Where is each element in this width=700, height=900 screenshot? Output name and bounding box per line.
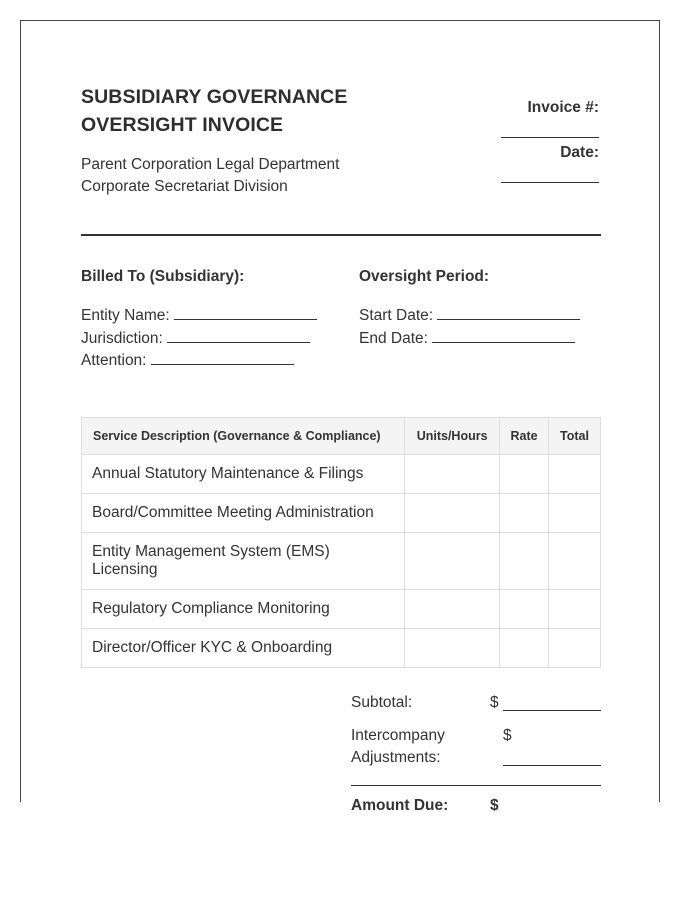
service-description: Entity Management System (EMS) Licensing — [82, 533, 405, 590]
table-row — [82, 590, 601, 629]
units-cell[interactable] — [405, 533, 500, 590]
jurisdiction-field[interactable] — [167, 328, 310, 343]
column-header-total: Total — [549, 418, 601, 455]
attention-label: Attention: — [81, 352, 147, 369]
total-cell[interactable] — [549, 494, 601, 533]
table-row — [82, 494, 601, 533]
service-description: Annual Statutory Maintenance & Filings — [82, 455, 405, 494]
units-cell[interactable] — [405, 590, 500, 629]
services-table — [81, 417, 601, 668]
rate-cell[interactable] — [500, 455, 549, 494]
end-date-field[interactable] — [432, 328, 575, 343]
invoice-page — [20, 20, 660, 814]
issuer-division: Corporate Secretariat Division — [81, 178, 288, 195]
invoice-number-label: Invoice #: — [527, 99, 599, 116]
rate-cell[interactable] — [500, 533, 549, 590]
date-field[interactable] — [501, 182, 599, 183]
total-cell[interactable] — [549, 629, 601, 668]
entity-name-label: Entity Name: — [81, 307, 170, 324]
oversight-period-heading: Oversight Period: — [359, 268, 490, 285]
column-header-description: Service Description (Governance & Compliance) — [82, 418, 405, 455]
amount-due-label: Amount Due: — [351, 797, 449, 814]
units-cell[interactable] — [405, 455, 500, 494]
date-label: Date: — [560, 144, 599, 161]
subtotal-currency: $ — [490, 694, 499, 711]
issuer-department: Parent Corporation Legal Department — [81, 156, 340, 173]
billed-to-fields — [81, 305, 317, 373]
table-row — [82, 533, 601, 590]
column-header-rate: Rate — [500, 418, 549, 455]
rate-cell[interactable] — [500, 629, 549, 668]
table-header-row — [82, 418, 601, 455]
end-date-row — [359, 328, 580, 351]
end-date-label: End Date: — [359, 329, 428, 347]
total-cell[interactable] — [549, 455, 601, 494]
subtotal-label: Subtotal: — [351, 694, 413, 711]
adjustments-label-line-2: Adjustments: — [351, 749, 441, 766]
jurisdiction-label: Jurisdiction: — [81, 329, 163, 347]
title-line-1: SUBSIDIARY GOVERNANCE — [81, 86, 348, 108]
title-line-2: OVERSIGHT INVOICE — [81, 114, 284, 136]
entity-name-row — [81, 305, 317, 328]
table-row — [82, 455, 601, 494]
start-date-label: Start Date: — [359, 307, 434, 324]
invoice-number-field[interactable] — [501, 137, 599, 138]
total-cell[interactable] — [549, 533, 601, 590]
jurisdiction-row — [81, 328, 317, 351]
service-description: Regulatory Compliance Monitoring — [82, 590, 405, 629]
issuer-block — [81, 154, 339, 198]
column-header-units: Units/Hours — [405, 418, 500, 455]
table-row — [82, 629, 601, 668]
units-cell[interactable] — [405, 629, 500, 668]
start-date-field[interactable] — [437, 305, 580, 320]
attention-field[interactable] — [151, 350, 294, 365]
units-cell[interactable] — [405, 494, 500, 533]
totals-divider — [351, 785, 601, 786]
rate-cell[interactable] — [500, 494, 549, 533]
oversight-period-fields — [359, 305, 580, 350]
start-date-row — [359, 305, 580, 328]
subtotal-field[interactable] — [503, 710, 601, 711]
amount-due-currency: $ — [490, 797, 499, 814]
service-description: Board/Committee Meeting Administration — [82, 494, 405, 533]
adjustments-label — [351, 725, 445, 769]
header-divider — [81, 234, 601, 236]
rate-cell[interactable] — [500, 590, 549, 629]
adjustments-label-line-1: Intercompany — [351, 727, 445, 744]
entity-name-field[interactable] — [174, 305, 317, 320]
billed-to-heading: Billed To (Subsidiary): — [81, 268, 245, 285]
total-cell[interactable] — [549, 590, 601, 629]
service-description: Director/Officer KYC & Onboarding — [82, 629, 405, 668]
adjustments-field[interactable] — [503, 765, 601, 766]
attention-row — [81, 350, 317, 373]
invoice-title — [81, 83, 401, 139]
adjustments-currency: $ — [503, 727, 512, 744]
